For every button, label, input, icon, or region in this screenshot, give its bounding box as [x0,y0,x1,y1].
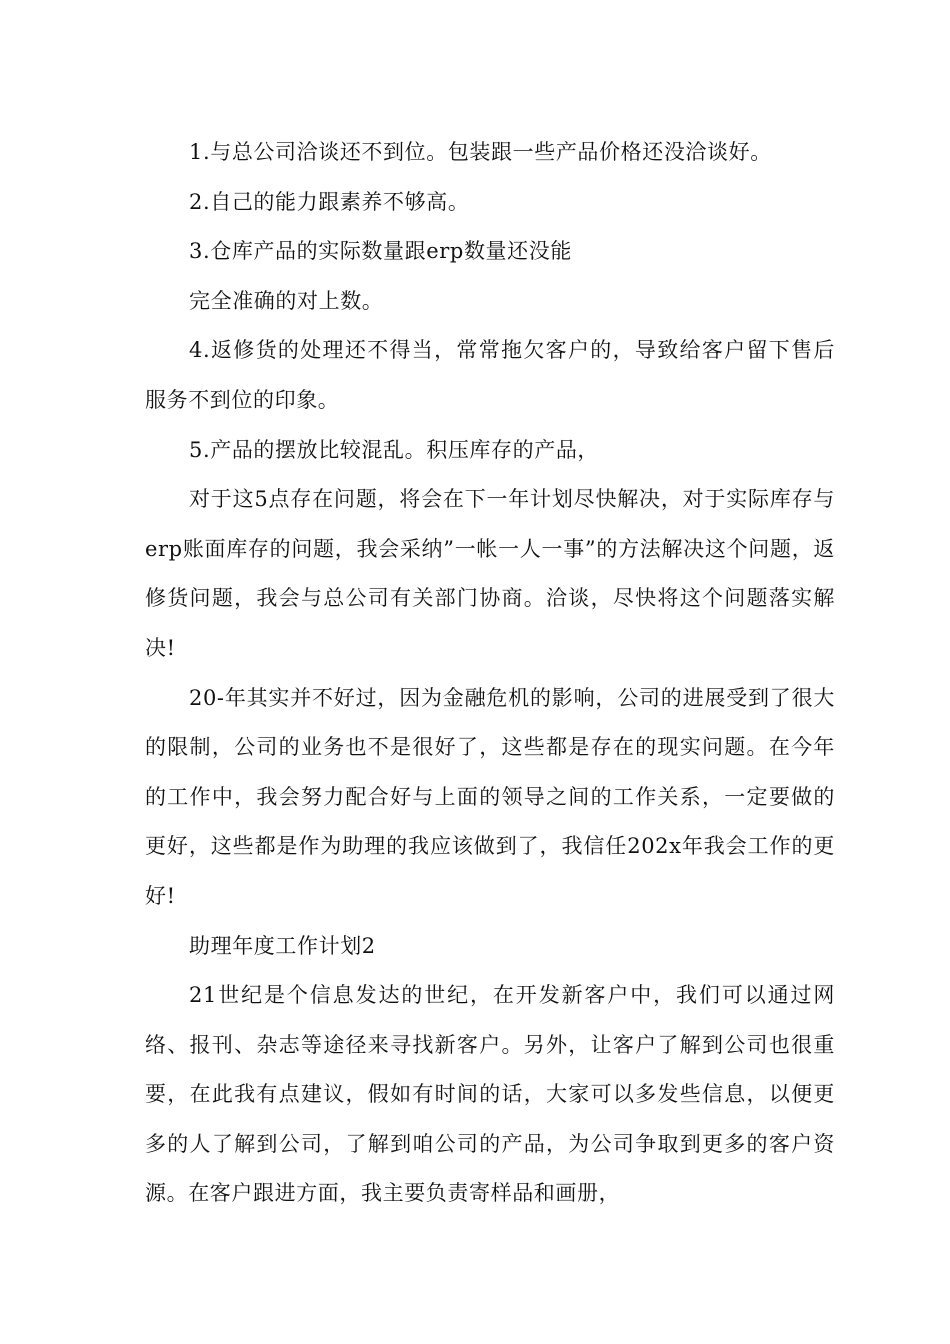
paragraph-issue-5: 5.产品的摆放比较混乱。积压库存的产品， [189,437,600,462]
paragraph-issue-2: 2.自己的能力跟素养不够高。 [189,189,470,214]
paragraph-issue-3: 3.仓库产品的实际数量跟erp数量还没能 [189,239,572,264]
paragraph-solutions: 对于这5点存在问题，将会在下一年计划尽快解决，对于实际库存与erp账面库存的问题，我会采纳”一帐一人一事”的方法解决这个问题，返修货问题，我会与总公司有关部门协商。洽谈，尽快将这个问题落实解决! [145,487,835,660]
paragraph-year-review: 20-年其实并不好过，因为金融危机的影响，公司的进展受到了很大的限制，公司的业务也不是很好了，这些都是存在的现实问题。在今年的工作中，我会努力配合好与上面的领导之间的工作关系，一定要做的更好，这些都是作为助理的我应该做到了，我信任202x年我会工作的更好! [145,685,835,908]
paragraph-issue-4: 4.返修货的处理还不得当，常常拖欠客户的，导致给客户留下售后服务不到位的印象。 [145,338,835,412]
paragraph-issue-1: 1.与总公司洽谈还不到位。包装跟一些产品价格还没洽谈好。 [189,140,772,164]
section-heading: 助理年度工作计划2 [189,933,376,958]
paragraph-issue-3-continued: 完全准确的对上数。 [189,288,384,313]
paragraph-new-customers: 21世纪是个信息发达的世纪，在开发新客户中，我们可以通过网络、报刊、杂志等途径来寻找新客户。另外，让客户了解到公司也很重要，在此我有点建议，假如有时间的话，大家可以多发些信息，以便更多的人了解到公司，了解到咱公司的产品，为公司争取到更多的客户资源。在客户跟进方面，我主要负责寄样品和画册， [145,983,835,1206]
document-body [145,128,835,1219]
